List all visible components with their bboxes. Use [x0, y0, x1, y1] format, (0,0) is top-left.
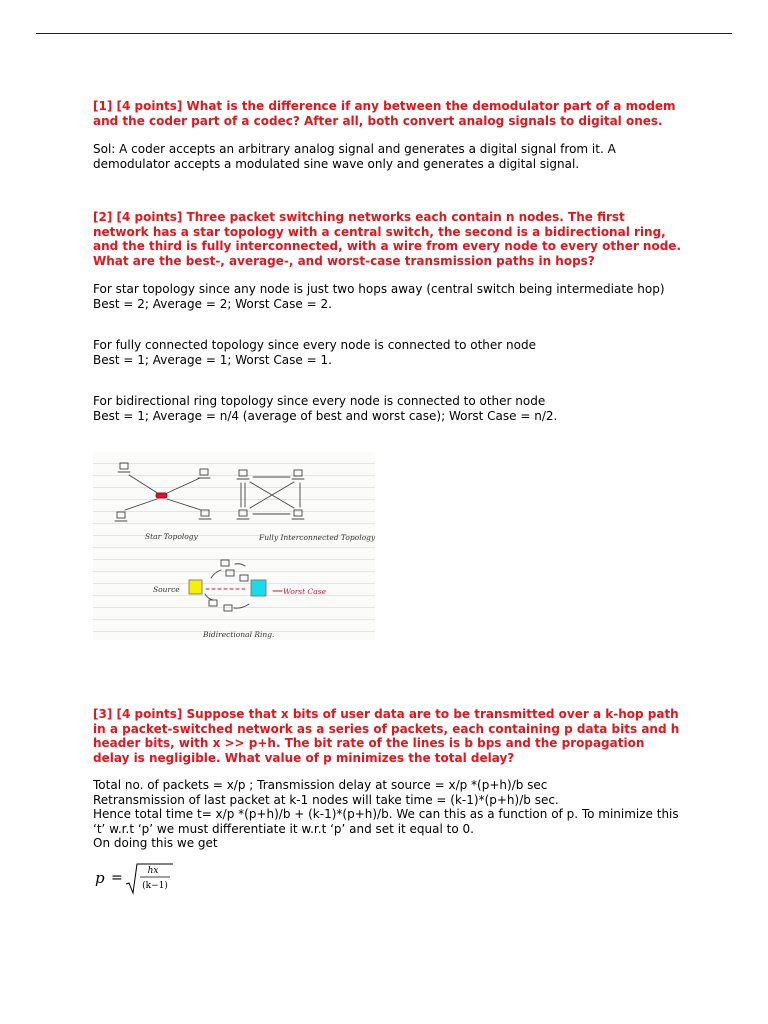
answer-3-line-4: ‘t’ w.r.t ‘p’ we must differentiate it w.r.t ‘p’ and set it equal to 0.: [93, 821, 474, 836]
answer-3-line-5: On doing this we get: [93, 836, 218, 850]
question-3: [3] [4 points] Suppose that x bits of user data are to be transmitted over a k-hop path in a packet-switched network as a series of packets, each containing p data bits and h header bits, with x >> p+h. The bit rate of the lines is b bps and the propagation delay is negligible. What value of p minimizes the total delay?: [93, 707, 680, 765]
answer-2-ring-line-2: Best = 1; Average = n/4 (average of best and worst case); Worst Case = n/2.: [93, 408, 558, 423]
formula-numerator: hx: [147, 866, 159, 876]
formula-denominator: (k−1): [142, 881, 168, 891]
full-mesh-diagram: [237, 470, 304, 519]
source-label: Source: [153, 585, 180, 594]
answer-2-full: [93, 338, 683, 367]
star-node-computer-icon: [115, 463, 211, 521]
answer-3-line-1: Total no. of packets = x/p ; Transmission delay at source = x/p *(p+h)/b sec: [93, 778, 548, 792]
formula-lhs: p: [95, 869, 105, 887]
answer-2-full-line-1: For fully connected topology since every node is connected to other node: [93, 338, 536, 352]
answer-2-star-line-1: For star topology since any node is just two hops away (central switch being intermediate hop): [93, 282, 665, 296]
answer-2-full-line-2: Best = 1; Average = 1; Worst Case = 1.: [93, 352, 332, 367]
answer-2-star: [93, 282, 683, 311]
answer-2-ring-line-1: For bidirectional ring topology since every node is connected to other node: [93, 394, 546, 408]
answer-3: [93, 778, 683, 851]
answer-3-line-3: Hence total time t= x/p *(p+h)/b + (k-1)*(p+h)/b. We can this as a function of p. To minimize this: [93, 807, 679, 821]
answer-1: Sol: A coder accepts an arbitrary analog signal and generates a digital signal from it. A demodulator accepts a modulated sine wave only and generates a digital signal.: [93, 142, 616, 171]
question-1: [1] [4 points] What is the difference if any between the demodulator part of a modem and the coder part of a codec? After all, both convert analog signals to digital ones.: [93, 99, 676, 128]
star-topology-label: Star Topology: [145, 532, 198, 541]
topology-figure: [93, 452, 375, 640]
star-topology-diagram: [115, 463, 211, 521]
formula-result: [93, 860, 233, 900]
formula-svg: [93, 860, 233, 900]
topology-sketch: [93, 452, 375, 640]
formula-equals: =: [111, 870, 123, 886]
worst-case-label: Worst Case: [283, 587, 327, 596]
answer-2-star-line-2: Best = 2; Average = 2; Worst Case = 2.: [93, 296, 332, 311]
answer-3-line-2: Retransmission of last packet at k-1 nodes will take time = (k-1)*(p+h)/b sec.: [93, 792, 559, 807]
header-rule: [36, 33, 732, 34]
answer-2-ring: [93, 394, 683, 423]
question-2: [2] [4 points] Three packet switching networks each contain n nodes. The first network has a star topology with a central switch, the second is a bidirectional ring, and the third is fully interconnected, with a wire from every node to every other node. What are the best-, average-, and worst-case transmission paths in hops?: [93, 210, 681, 268]
ring-topology-label: Bidirectional Ring.: [203, 630, 275, 639]
ring-diagram: [189, 560, 282, 611]
full-topology-label: Fully Interconnected Topology: [259, 533, 375, 542]
